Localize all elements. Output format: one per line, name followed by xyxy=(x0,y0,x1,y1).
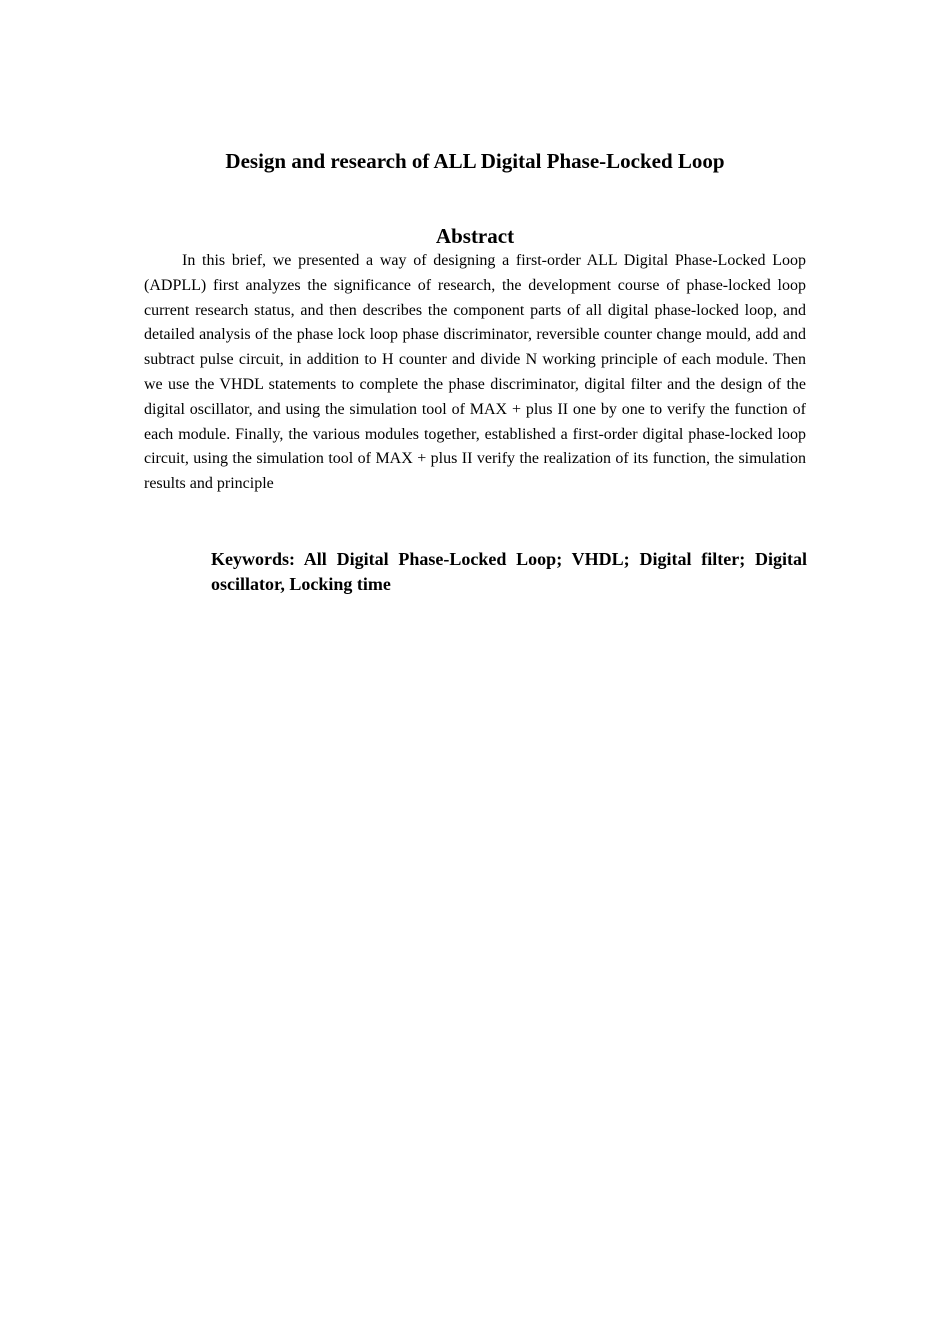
abstract-heading: Abstract xyxy=(435,224,515,248)
paper-title: Design and research of ALL Digital Phase-Locked Loop xyxy=(225,149,725,173)
keywords: Keywords: All Digital Phase-Locked Loop; VHDL; Digital filter; Digital oscillator, Locking time xyxy=(211,549,807,594)
abstract-body: In this brief, we presented a way of designing a first-order ALL Digital Phase-Locked Loop (ADPLL) first analyzes the significance of research, the development course of phase-locked loop current research status, and then describes the component parts of all digital phase-locked loop, and detailed analysis of the phase lock loop phase discriminator, reversible counter change mould, add and subtract pulse circuit, in addition to H counter and divide N working principle of each module. Then we use the VHDL statements to complete the phase discriminator, digital filter and the design of the digital oscillator, and using the simulation tool of MAX + plus II one by one to verify the function of each module. Finally, the various modules together, established a first-order digital phase-locked loop circuit, using the simulation tool of MAX + plus II verify the realization of its function, the simulation results and principle xyxy=(144,252,806,493)
